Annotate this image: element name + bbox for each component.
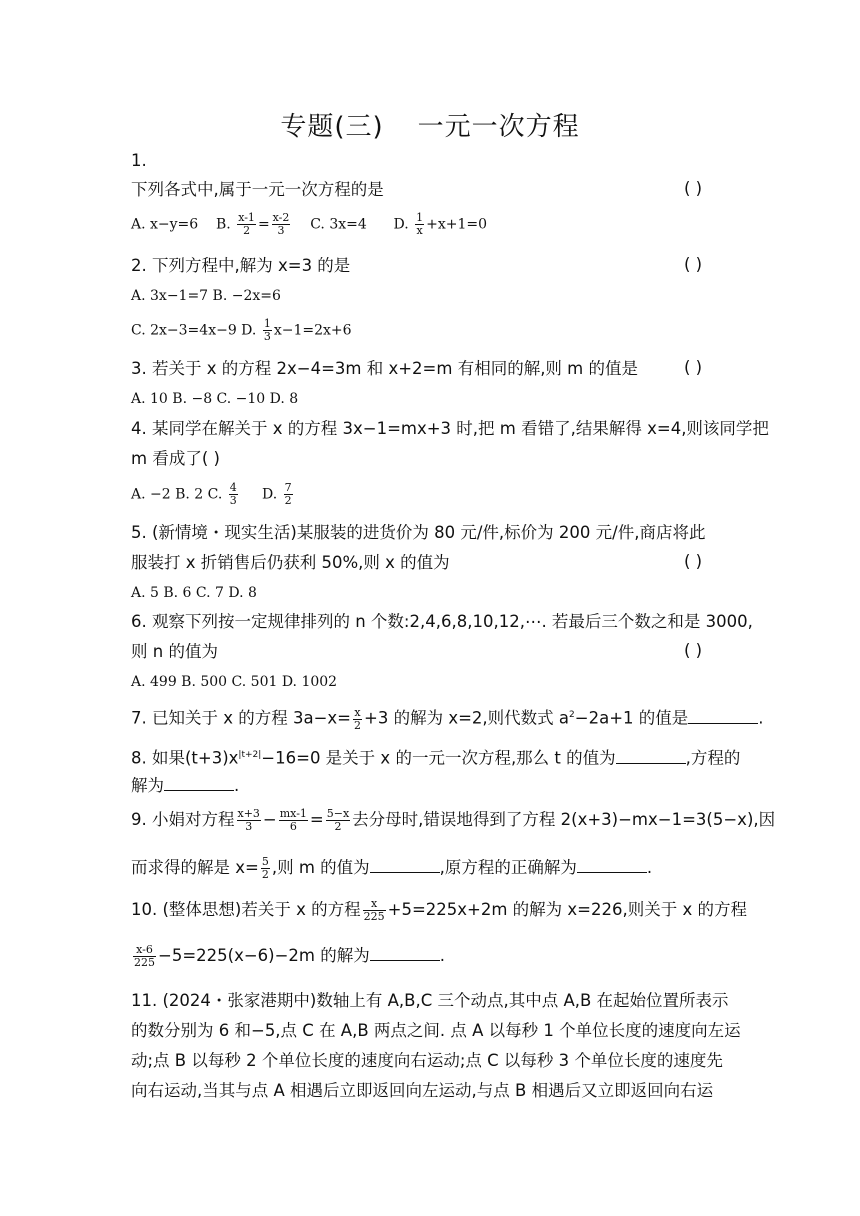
q10-frac: $\frac{x}{225}$	[363, 897, 385, 923]
page-title	[0, 106, 860, 143]
q1-option-d-label: D.	[393, 216, 409, 233]
q4-line2: m 看成了( )	[131, 449, 220, 468]
q9-answer-blank-solution[interactable]	[577, 856, 647, 873]
q11-line4: 向右运动,当其与点 A 相遇后立即返回向左运动,与点 B 相遇后又立即返回向右运	[131, 1081, 714, 1100]
title-part1: 专题(三)	[280, 112, 384, 142]
q9-frac1: $\frac{x+3}{3}$	[237, 807, 260, 833]
q8-line2: 解为 .	[131, 776, 240, 795]
q7-frac: $\frac{x}{2}$	[354, 705, 362, 732]
q7-answer-blank[interactable]	[688, 707, 758, 724]
q6-line2: 则 n 的值为	[131, 642, 218, 661]
q1-options: A. x−y=6 B. $\frac{x-1}{2}$ = $\frac{x-2}{3}$ C. 3x=4 D. $\frac{1}{x}$ +x+1=0	[131, 211, 488, 237]
q2-options-ab: A. 3x−1=7 B. −2x=6	[131, 288, 281, 304]
q8-line1: 8. 如果$(t+3)x^{|t+2|}-16=0$ 是关于 x 的一元一次方程,那么 t 的值为 ,方程的	[131, 748, 741, 768]
q3-options: A. 10 B. −8 C. −10 D. 8	[131, 391, 299, 407]
q2-stem: 2. 下列方程中,解为 x=3 的是	[131, 256, 351, 275]
q6-answer-paren: ( )	[684, 641, 703, 660]
q9-frac2: $\frac{mx-1}{6}$	[279, 807, 307, 833]
q7-line: 7. 已知关于 x 的方程 3a−x= $\frac{x}{2}$ +3 的解为 x=2,则代数式 $a^2-2a+1$ 的值是 .	[131, 705, 764, 732]
q5-line1: 5. (新情境・现实生活)某服装的进货价为 80 元/件,标价为 200 元/件,商店将此	[131, 523, 706, 542]
q9-line1: 9. 小娟对方程 $\frac{x+3}{3}$ − $\frac{mx-1}{6}$ = $\frac{5-x}{2}$ 去分母时,错误地得到了方程 2(x+3)−mx−1=3(5−x),因	[131, 807, 776, 833]
q1-option-a: A. x−y=6	[131, 216, 199, 233]
q8-answer-blank-solution[interactable]	[164, 774, 234, 791]
q11-line1: 11. (2024・张家港期中)数轴上有 A,B,C 三个动点,其中点 A,B 在起始位置所表示	[131, 991, 729, 1010]
q1-option-b-frac1: $\frac{x-1}{2}$	[238, 211, 255, 237]
q1-option-c: C. 3x=4	[310, 216, 367, 233]
q10-line2: $\frac{x-6}{225}$ −5=225(x−6)−2m 的解为 .	[134, 943, 445, 969]
q1-number: 1.	[131, 151, 147, 170]
q10-line2-frac: $\frac{x-6}{225}$	[134, 943, 155, 969]
q9-answer-blank-m[interactable]	[370, 856, 440, 873]
q10-answer-blank[interactable]	[370, 944, 440, 961]
q9-frac3: $\frac{5-x}{2}$	[326, 807, 350, 833]
q1-option-b-frac2: $\frac{x-2}{3}$	[272, 211, 290, 237]
q9-line2-frac: $\frac{5}{2}$	[261, 855, 269, 881]
q9-line2: 而求得的解是 x= $\frac{5}{2}$ ,则 m 的值为 ,原方程的正确解为 .	[131, 855, 653, 881]
q5-line2: 服装打 x 折销售后仍获利 50%,则 x 的值为	[131, 553, 450, 572]
q2-answer-paren: ( )	[684, 255, 703, 274]
q4-line1: 4. 某同学在解关于 x 的方程 3x−1=mx+3 时,把 m 看错了,结果解得 x=4,则该同学把	[131, 419, 769, 438]
q3-answer-paren: ( )	[684, 358, 703, 377]
q6-options: A. 499 B. 500 C. 501 D. 1002	[131, 674, 338, 690]
q11-line3: 动;点 B 以每秒 2 个单位长度的速度向右运动;点 C 以每秒 3 个单位长度的速度先	[131, 1051, 723, 1070]
q1-option-b-label: B.	[216, 216, 231, 233]
q11-line2: 的数分别为 6 和−5,点 C 在 A,B 两点之间. 点 A 以每秒 1 个单位长度的速度向左运	[131, 1021, 741, 1040]
q6-line1: 6. 观察下列按一定规律排列的 n 个数:2,4,6,8,10,12,⋯. 若最后三个数之和是 3000,	[131, 612, 753, 631]
q5-options: A. 5 B. 6 C. 7 D. 8	[131, 585, 257, 601]
q8-answer-blank-t[interactable]	[616, 747, 686, 764]
q4-option-c-frac: $\frac{4}{3}$	[229, 481, 237, 507]
q10-line1: 10. (整体思想)若关于 x 的方程 $\frac{x}{225}$ +5=225x+2m 的解为 x=226,则关于 x 的方程	[131, 897, 747, 923]
q1-stem: 下列各式中,属于一元一次方程的是	[131, 180, 384, 199]
q1-answer-paren: ( )	[684, 179, 703, 198]
q3-stem: 3. 若关于 x 的方程 2x−4=3m 和 x+2=m 有相同的解,则 m 的值是	[131, 359, 638, 378]
q5-answer-paren: ( )	[684, 552, 703, 571]
q1-option-d-frac: $\frac{1}{x}$	[416, 211, 424, 237]
q2-option-d-frac: $\frac{1}{3}$	[263, 317, 271, 343]
q4-option-d-frac: $\frac{7}{2}$	[284, 481, 292, 507]
q2-options-cd: C. 2x−3=4x−9 D. $\frac{1}{3}$ x−1=2x+6	[131, 317, 352, 343]
title-part2: 一元一次方程	[417, 112, 580, 142]
q4-options: A. −2 B. 2 C. $\frac{4}{3}$ D. $\frac{7}{2}$	[131, 481, 292, 507]
